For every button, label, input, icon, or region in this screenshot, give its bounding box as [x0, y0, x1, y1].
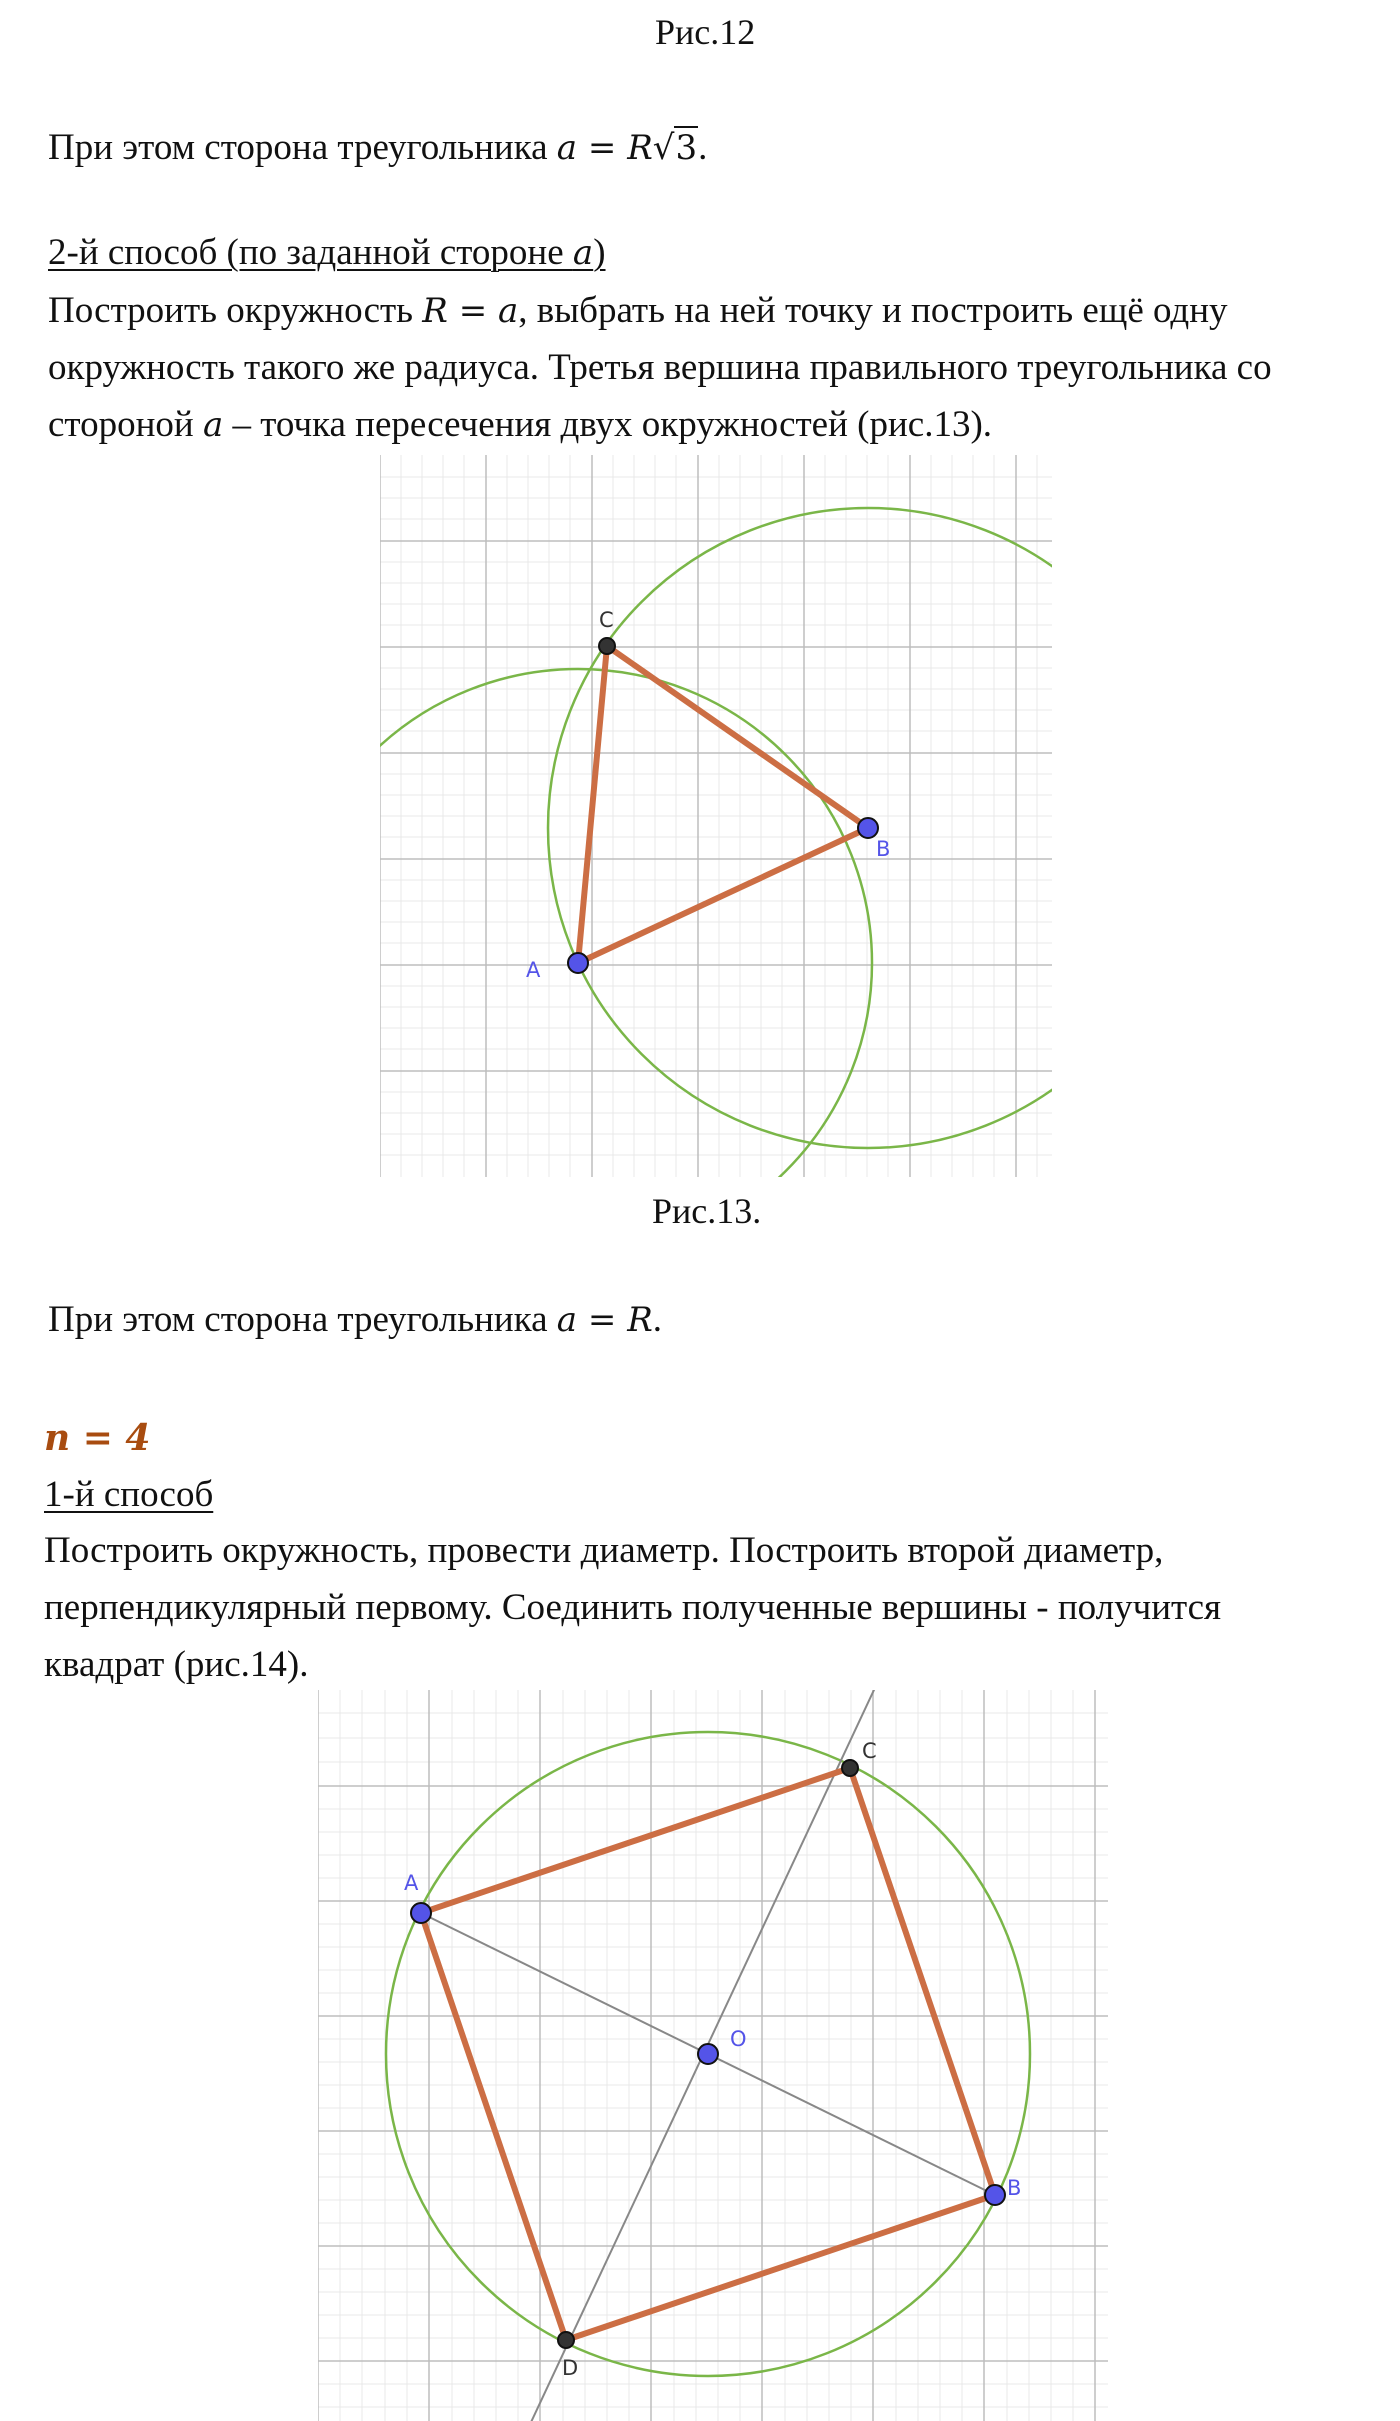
text-suffix: .: [652, 1299, 663, 1340]
point-d: [558, 2332, 574, 2348]
text: – точка пересечения двух окружностей (рис.13).: [223, 404, 993, 445]
minor-grid: [380, 455, 1052, 1177]
heading-text: 2-й способ (по заданной стороне: [48, 232, 573, 273]
side-cb: [607, 646, 868, 828]
equals: =: [577, 1300, 628, 1340]
method-2-line-3: [48, 397, 992, 453]
label-c: C: [599, 608, 614, 632]
method-2-line-1: [48, 283, 1228, 339]
method-2-line-2: окружность такого же радиуса. Третья вершина правильного треугольника со: [48, 347, 1272, 388]
side-bd: [566, 2195, 995, 2340]
point-c: [842, 1760, 858, 1776]
sqrt-symbol: √: [652, 128, 675, 168]
figure-13-caption: Рис.13.: [652, 1191, 762, 1231]
var-a: a: [556, 1300, 578, 1340]
circle-centered-a: [380, 669, 872, 1177]
var-a: a: [572, 233, 594, 273]
method-1-line-3: квадрат (рис.14).: [44, 1644, 309, 1685]
label-b: B: [1007, 2176, 1022, 2200]
point-a: [411, 1903, 431, 1923]
figure-13-construction: [380, 455, 1052, 1177]
var-R: R: [627, 1300, 653, 1340]
label-b: B: [876, 837, 891, 861]
point-b: [858, 818, 878, 838]
equals: =: [577, 128, 628, 168]
label-a: A: [526, 958, 541, 982]
text-suffix: .: [698, 127, 708, 168]
text-prefix: При этом сторона треугольника: [48, 127, 557, 168]
point-o: [698, 2044, 718, 2064]
text: , выбрать на ней точку и построить ещё одну: [518, 290, 1228, 331]
point-c: [599, 638, 615, 654]
text: Построить окружность: [48, 290, 423, 331]
label-o: O: [730, 2027, 747, 2051]
side-ac: [421, 1768, 850, 1913]
method-1-heading: 1-й способ: [44, 1474, 214, 1515]
point-a: [568, 953, 588, 973]
label-c: C: [862, 1739, 877, 1763]
triangle-side-formula-r: [48, 1292, 662, 1348]
radicand: 3: [675, 128, 698, 168]
method-2-heading: [48, 225, 606, 281]
n-equals-4-heading: n = 4: [44, 1417, 151, 1459]
label-d: D: [562, 2356, 579, 2380]
equals: =: [447, 291, 499, 331]
var-a: a: [498, 291, 519, 331]
var-a: a: [202, 405, 224, 445]
side-da: [421, 1913, 566, 2340]
method-1-line-1: Построить окружность, провести диаметр. Построить второй диаметр,: [44, 1530, 1164, 1571]
method-1-line-2: перпендикулярный первому. Соединить полученные вершины - получится: [44, 1587, 1222, 1628]
heading-close: ): [593, 232, 606, 273]
label-a: A: [404, 1871, 419, 1895]
figure-14-construction: [318, 1690, 1108, 2421]
var-a: a: [556, 128, 578, 168]
text-prefix: При этом сторона треугольника: [48, 1299, 557, 1340]
var-R: R: [422, 291, 448, 331]
triangle-side-formula-r3: [48, 120, 707, 176]
var-R: R: [627, 128, 653, 168]
point-b: [985, 2185, 1005, 2205]
text: стороной: [48, 404, 203, 445]
figure-12-caption: Рис.12: [655, 12, 756, 52]
